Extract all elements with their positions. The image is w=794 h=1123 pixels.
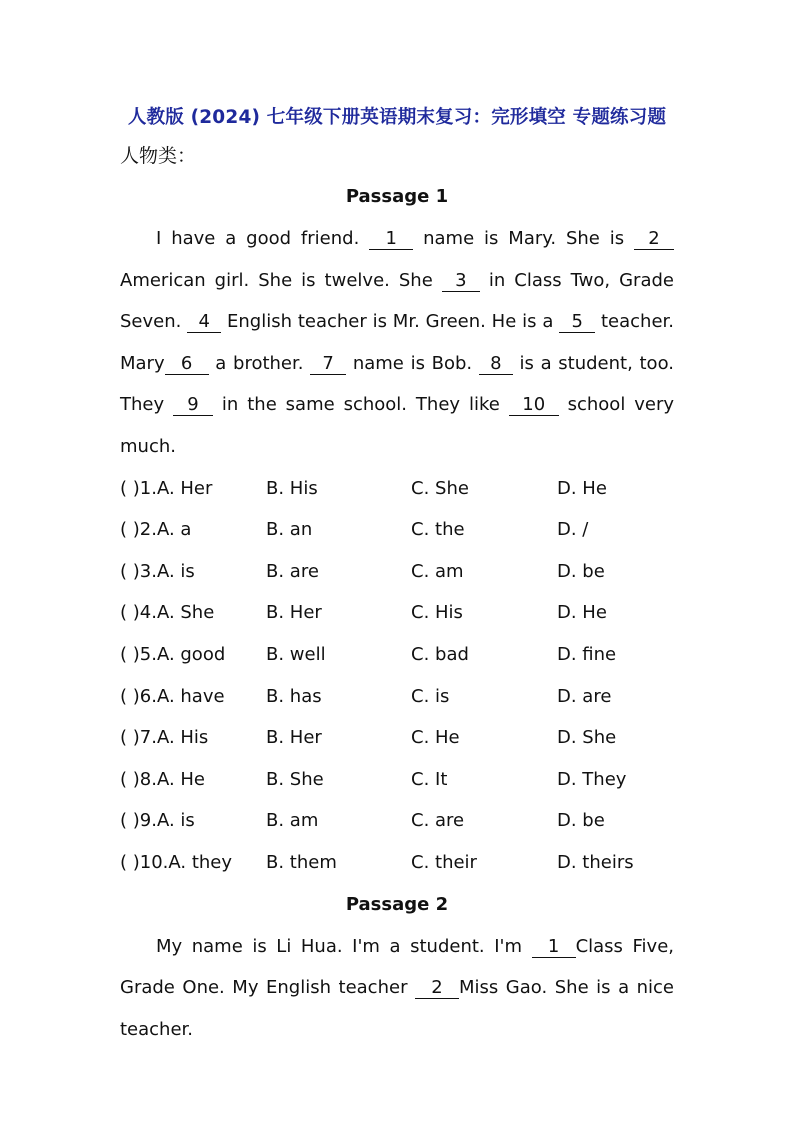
passage-text-segment: English teacher is Mr. Green. He is a (221, 311, 560, 333)
passage-text-segment: name is Bob. (346, 352, 479, 374)
document-page (120, 100, 674, 1050)
passage-text-segment: in the same school. They like (213, 394, 509, 416)
option-d: D. He (557, 477, 607, 499)
option-c: C. are (411, 810, 465, 832)
question-stem-option-a: ( )3.A. is (120, 560, 195, 582)
option-b: B. well (266, 643, 326, 665)
passage-text-segment: I have a good friend. (156, 228, 370, 249)
passage-text-segment: Class Five, Grade One. My English teacher (120, 935, 674, 999)
option-b: B. them (266, 851, 337, 873)
option-c: C. their (411, 851, 477, 873)
option-c: C. His (411, 602, 463, 624)
option-b: B. are (266, 560, 319, 582)
option-c: C. bad (411, 643, 469, 665)
blank-6: 6 (165, 354, 209, 375)
passage-1-title: Passage 1 (345, 186, 449, 207)
question-stem-option-a: ( )8.A. He (120, 768, 205, 790)
question-row (120, 592, 674, 634)
passage-text-segment: American girl. She is twelve. She (120, 269, 442, 291)
question-stem-option-a: ( )5.A. good (120, 643, 226, 665)
question-stem-option-a: ( )1.A. Her (120, 477, 213, 499)
blank-7: 7 (310, 354, 346, 375)
option-d: D. be (557, 810, 605, 832)
option-c: C. It (411, 768, 448, 790)
question-stem-option-a: ( )2.A. a (120, 519, 192, 541)
blank-4: 4 (187, 312, 221, 333)
blank-5: 5 (559, 312, 595, 333)
passage-1-text (120, 218, 674, 468)
question-stem-option-a: ( )6.A. have (120, 685, 225, 707)
question-row (120, 759, 674, 801)
question-row (120, 717, 674, 759)
option-d: D. She (557, 727, 617, 749)
option-b: B. Her (266, 727, 322, 749)
option-b: B. She (266, 768, 324, 790)
option-c: C. She (411, 477, 469, 499)
option-d: D. / (557, 519, 589, 541)
option-b: B. am (266, 810, 319, 832)
blank-10: 10 (509, 395, 559, 416)
blank-8: 8 (479, 354, 513, 375)
question-list (120, 468, 674, 884)
option-c: C. the (411, 519, 465, 541)
passage-text-segment: name is Mary. She is (413, 228, 635, 249)
passage-text-segment: a brother. (208, 352, 311, 374)
question-row (120, 509, 674, 551)
blank-2: 2 (634, 229, 674, 250)
passage-text-segment: school very much. (120, 394, 675, 457)
passage-2-title: Passage 2 (345, 893, 449, 915)
passage-2-text (120, 926, 674, 1051)
option-b: B. an (266, 519, 313, 541)
option-c: C. am (411, 560, 464, 582)
passage-text-segment: teacher. Mary (120, 311, 675, 374)
document-title: 人教版 (2024) 七年级下册英语期末复习：完形填空 专题练习题 (127, 107, 667, 128)
option-d: D. He (557, 602, 607, 624)
question-row (120, 468, 674, 510)
question-row (120, 800, 674, 842)
passage-text-segment: in Class Two, Grade Seven. (120, 269, 674, 333)
blank-9: 9 (173, 395, 213, 416)
option-d: D. are (557, 685, 612, 707)
question-stem-option-a: ( )10.A. they (120, 851, 233, 873)
option-d: D. They (557, 768, 627, 790)
question-row (120, 676, 674, 718)
option-d: D. be (557, 560, 605, 582)
question-stem-option-a: ( )4.A. She (120, 602, 215, 624)
option-b: B. His (266, 477, 318, 499)
question-stem-option-a: ( )7.A. His (120, 727, 209, 749)
question-stem-option-a: ( )9.A. is (120, 810, 195, 832)
category-heading: 人物类： (120, 145, 197, 167)
passage-text-segment: My name is Li Hua. I'm a student. I'm (156, 935, 532, 957)
option-c: C. He (411, 727, 460, 749)
option-d: D. theirs (557, 851, 634, 873)
option-c: C. is (411, 685, 450, 707)
blank-1: 1 (532, 937, 576, 958)
option-d: D. fine (557, 643, 617, 665)
question-row (120, 634, 674, 676)
question-row (120, 842, 674, 884)
blank-2: 2 (415, 978, 459, 999)
option-b: B. has (266, 685, 322, 707)
passage-text-segment: is a student, too. They (120, 352, 674, 416)
blank-1: 1 (369, 229, 413, 250)
question-row (120, 551, 674, 593)
option-b: B. Her (266, 602, 322, 624)
passage-text-segment: Miss Gao. She is a nice teacher. (120, 977, 674, 1040)
blank-3: 3 (442, 271, 480, 292)
